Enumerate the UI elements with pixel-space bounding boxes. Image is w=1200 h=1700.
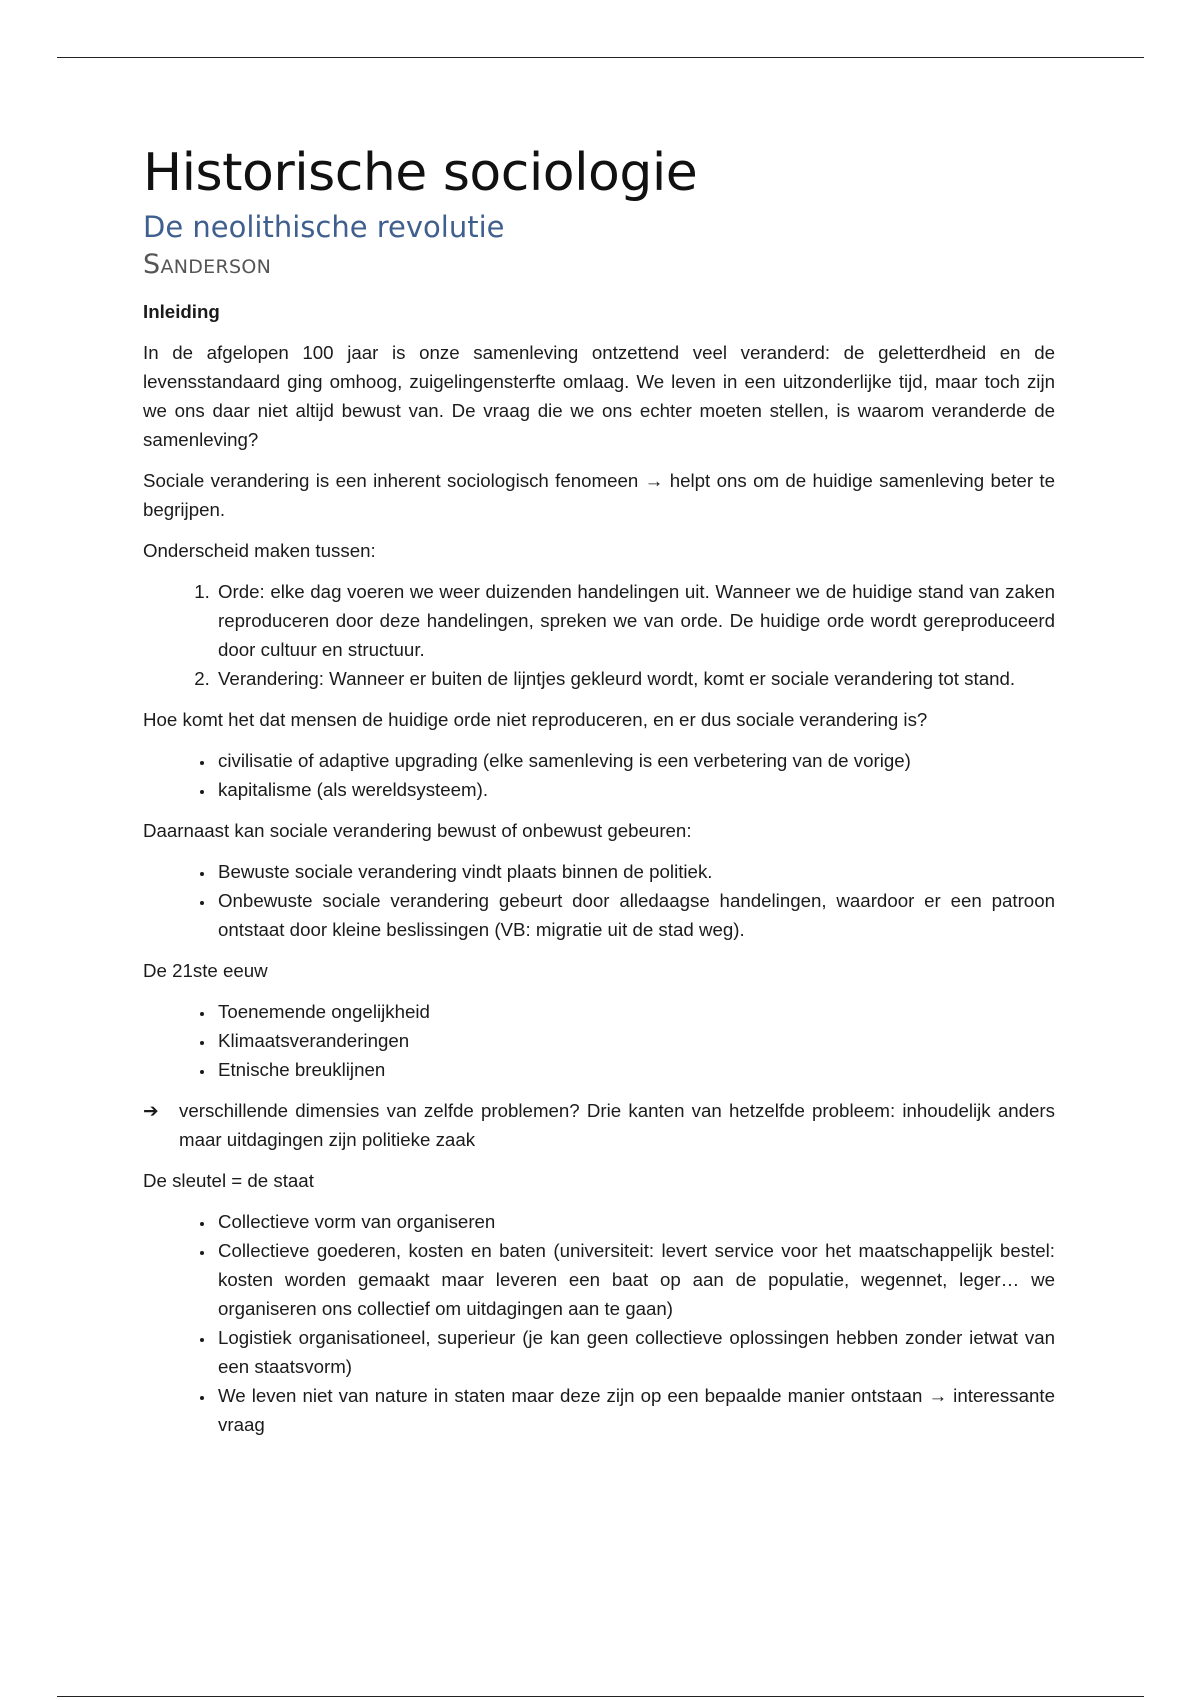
- arrow-icon: ➔: [143, 1100, 159, 1122]
- list-item: • Etnische breuklijnen: [215, 1055, 1055, 1084]
- arrow-paragraph: [143, 1096, 1055, 1154]
- list-item: • Collectieve goederen, kosten en baten (universiteit: levert service voor het maatschappelijk bestel: kosten worden gemaakt maar leveren een baat op aan de populatie, wegennet, leger… we organiseren ons collectief om uitdagingen aan te gaan): [215, 1236, 1055, 1323]
- list-item: • Logistiek organisationeel, superieur (je kan geen collectieve oplossingen hebben zonder ietwat van een staatsvorm): [215, 1323, 1055, 1381]
- list-item: • Collectieve vorm van organiseren: [215, 1207, 1055, 1236]
- bullet-list-theories: [143, 746, 1055, 804]
- section-heading-inleiding: Inleiding: [143, 301, 220, 323]
- paragraph-question: Hoe komt het dat mensen de huidige orde niet reproduceren, en er dus sociale verandering is?: [143, 709, 928, 731]
- paragraph-intro: In de afgelopen 100 jaar is onze samenleving ontzettend veel veranderd: de geletterdheid en de levensstandaard ging omhoog, zuigelingensterfte omlaag. We leven in een uitzonderlijke tijd, maar toch zijn we ons daar niet altijd bewust van. De vraag die we ons echter moeten stellen, is waarom veranderde de samenleving?: [143, 342, 1055, 451]
- list-item: 1. Orde: elke dag voeren we weer duizenden handelingen uit. Wanneer we de huidige stand van zaken reproduceren door deze handelingen, spreken we van orde. De huidige orde wordt gereproduceerd door cultuur en structuur.: [215, 577, 1055, 664]
- paragraph-conscious: Daarnaast kan sociale verandering bewust of onbewust gebeuren:: [143, 820, 692, 842]
- list-item: • We leven niet van nature in staten maar deze zijn op een bepaalde manier ontstaan → interessante vraag: [215, 1381, 1055, 1439]
- bullet-list-conscious: [143, 857, 1055, 944]
- document-body: [143, 297, 1055, 1439]
- bullet-list-21st-century: [143, 997, 1055, 1084]
- header-rule: [57, 57, 1144, 58]
- list-item: • Bewuste sociale verandering vindt plaats binnen de politiek.: [215, 857, 1055, 886]
- footer-rule: [57, 1696, 1144, 1697]
- document-subtitle: De neolithische revolutie: [143, 210, 505, 244]
- numbered-list-order-change: [143, 577, 1055, 693]
- arrow-paragraph-text: verschillende dimensies van zelfde problemen? Drie kanten van hetzelfde probleem: inhoudelijk anders maar uitdagingen zijn politieke zaak: [179, 1100, 1055, 1151]
- list-item: • Klimaatsveranderingen: [215, 1026, 1055, 1055]
- paragraph-key-state: De sleutel = de staat: [143, 1170, 314, 1192]
- document-page: [143, 138, 1055, 1439]
- bullet-list-state: [143, 1207, 1055, 1439]
- document-title: Historische sociologie: [143, 143, 698, 203]
- list-item: • kapitalisme (als wereldsysteem).: [215, 775, 1055, 804]
- document-author: Sanderson: [143, 248, 272, 280]
- list-item: • Onbewuste sociale verandering gebeurt door alledaagse handelingen, waardoor er een patroon ontstaat door kleine beslissingen (VB: migratie uit de stad weg).: [215, 886, 1055, 944]
- list-item: • civilisatie of adaptive upgrading (elke samenleving is een verbetering van de vorige): [215, 746, 1055, 775]
- paragraph-distinction: Onderscheid maken tussen:: [143, 540, 376, 562]
- list-item: • Toenemende ongelijkheid: [215, 997, 1055, 1026]
- paragraph-21st-century: De 21ste eeuw: [143, 960, 268, 982]
- paragraph-social-change: Sociale verandering is een inherent sociologisch fenomeen → helpt ons om de huidige samenleving beter te begrijpen.: [143, 470, 1055, 521]
- list-item: 2. Verandering: Wanneer er buiten de lijntjes gekleurd wordt, komt er sociale verandering tot stand.: [215, 664, 1055, 693]
